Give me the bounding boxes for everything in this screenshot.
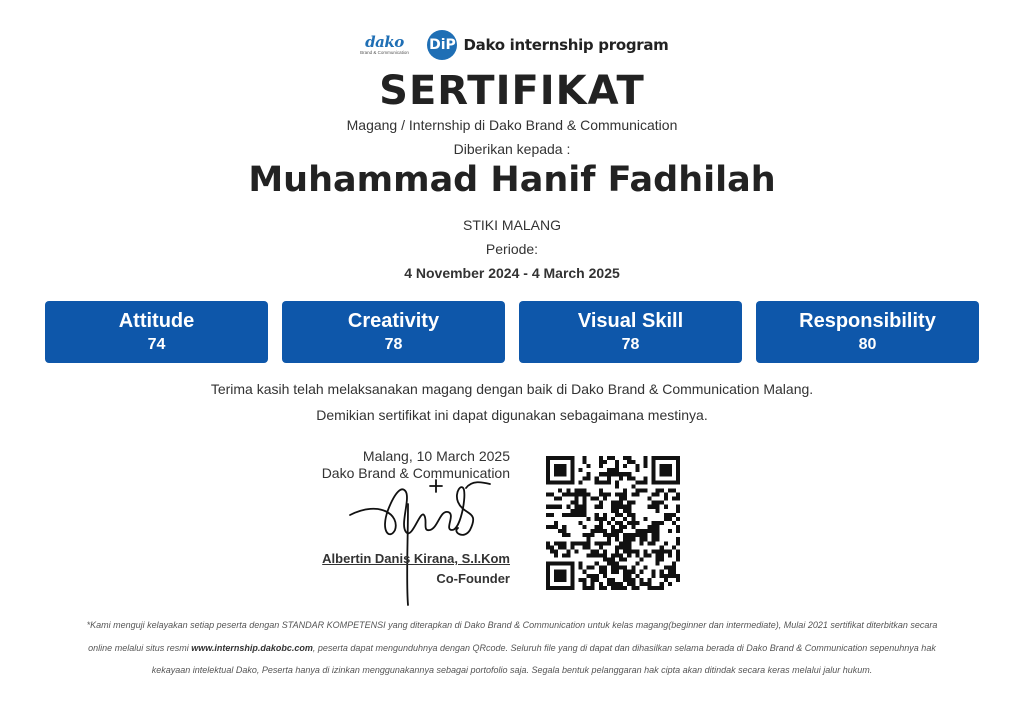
period-label: Periode: [485, 241, 539, 257]
qr-code-icon [546, 456, 680, 590]
dip-program-name: Dako internship program [463, 36, 669, 54]
signatory [300, 550, 510, 590]
dako-logo [355, 34, 413, 56]
signatory-name: Albertin Danis Kirana, S.I.Kom [322, 551, 510, 566]
header-logos [0, 30, 1024, 60]
footnote-text: *Kami menguji kelayakan setiap peserta dengan STANDAR KOMPETENSI yang diterapkan di Dako Brand & Communication untuk kelas magang(beginner dan intermediate), Mulai 2021 sertifikat diterbitkan secara online melalui situs resmi [86, 620, 938, 653]
certificate-title: SERTIFIKAT [379, 68, 645, 114]
score-value: 78 [621, 336, 640, 353]
score-value: 78 [384, 336, 403, 353]
closing-message: Demikian sertifikat ini dapat digunakan sebagaimana mestinya. [316, 407, 708, 423]
company-name: Dako Brand & Communication [321, 465, 510, 481]
footnote-text-cont: , peserta dapat mengunduhnya dengan QRcode. Seluruh file yang di dapat dan dihasilkan selama berada di Dako Brand & Communication sepenuhnya hak kekayaan intelektual Dako, Peserta hanya di izinkan menggunakannya sebagai portofolio saja. Segala bentuk pelanggaran hak cipta akan ditindak secara keras melalui jalur hukum. [151, 642, 936, 675]
score-label: Responsibility [799, 310, 936, 332]
place-date: Malang, 10 March 2025 [362, 448, 510, 464]
score-card-responsibility [756, 301, 979, 363]
score-card-creativity [282, 301, 505, 363]
dako-tagline: Brand & Communication [360, 50, 409, 55]
dako-wordmark: dako [365, 33, 404, 51]
given-to-label: Diberikan kepada : [453, 141, 571, 157]
score-label: Attitude [118, 310, 195, 332]
dip-badge-icon: DiP [427, 30, 457, 60]
score-value: 74 [147, 336, 166, 353]
score-panel [45, 301, 979, 363]
score-label: Visual Skill [577, 310, 684, 332]
dip-logo [427, 30, 668, 60]
institution: STIKI MALANG [462, 217, 562, 233]
thank-you-message: Terima kasih telah melaksanakan magang dengan baik di Dako Brand & Communication Malang. [210, 381, 814, 397]
period-dates: 4 November 2024 - 4 March 2025 [404, 265, 620, 281]
recipient-name: Muhammad Hanif Fadhilah [248, 160, 776, 200]
signatory-role: Co-Founder [436, 571, 510, 586]
score-card-attitude [45, 301, 268, 363]
website-link[interactable]: www.internship.dakobc.com [191, 642, 313, 653]
score-card-visual-skill [519, 301, 742, 363]
footnote [80, 614, 944, 682]
score-label: Creativity [347, 310, 440, 332]
certificate-subtitle: Magang / Internship di Dako Brand & Communication [346, 117, 678, 133]
score-value: 80 [858, 336, 877, 353]
